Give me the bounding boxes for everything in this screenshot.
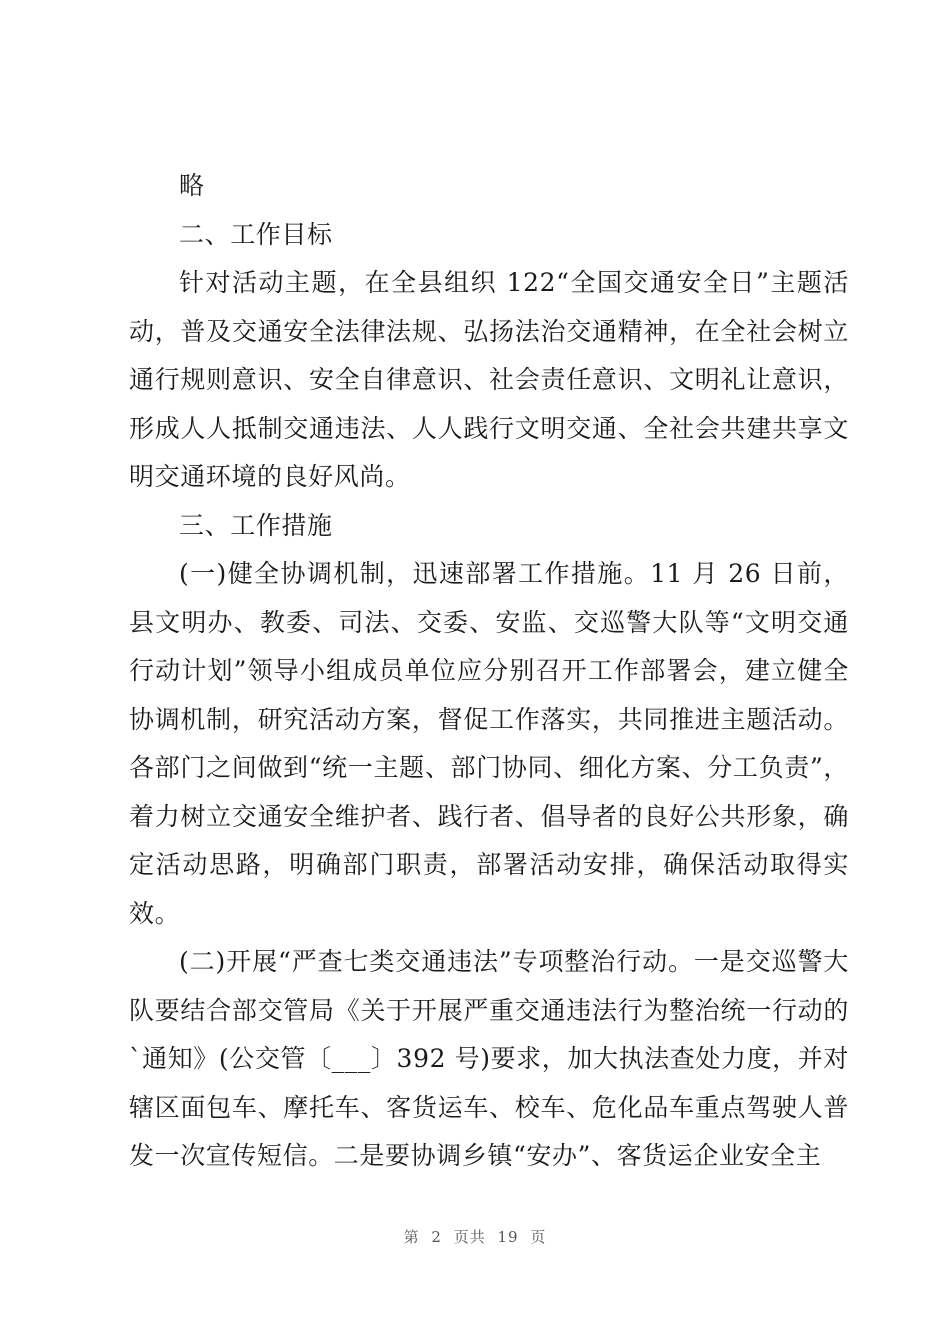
paragraph-goals-body: 针对活动主题，在全县组织 122“全国交通安全日”主题活动，普及交通安全法律法规、弘扬法治交通精神，在全社会树立通行规则意识、安全自律意识、社会责任意识、文明礼让意识，形成人人抵制交通违法、人人践行文明交通、全社会共建共享文明交通环境的良好风尚。 bbox=[129, 268, 849, 491]
paragraph-measure-1: (一)健全协调机制，迅速部署工作措施。11 月 26 日前，县文明办、教委、司法、交委、安监、交巡警大队等“文明交通行动计划”领导小组成员单位应分别召开工作部署会，建立健全协调机制，研究活动方案，督促工作落实，共同推进主题活动。各部门之间做到“统一主题、部门协同、细化方案、分工负责”，着力树立交通安全维护者、践行者、倡导者的良好公共形象，确定活动思路，明确部门职责，部署活动安排，确保活动取得实效。 bbox=[129, 559, 849, 928]
paragraph-measure-2: (二)开展“严查七类交通违法”专项整治行动。一是交巡警大队要结合部交管局《关于开展严重交通违法行为整治统一行动的`通知》(公交管〔___〕392 号)要求，加大执法查处力度，并对辖区面包车、摩托车、客货运车、校车、危化品车重点驾驶人普发一次宣传短信。二是要协调乡镇“安办”、客货运企业安全主 bbox=[129, 947, 849, 1170]
page-footer: 第 2 页共 19 页 bbox=[403, 1228, 547, 1246]
heading-work-measures: 三、工作措施 bbox=[179, 510, 333, 540]
heading-work-goals: 二、工作目标 bbox=[179, 219, 333, 249]
paragraph-omitted: 略 bbox=[179, 171, 205, 200]
document-body bbox=[129, 162, 849, 1181]
